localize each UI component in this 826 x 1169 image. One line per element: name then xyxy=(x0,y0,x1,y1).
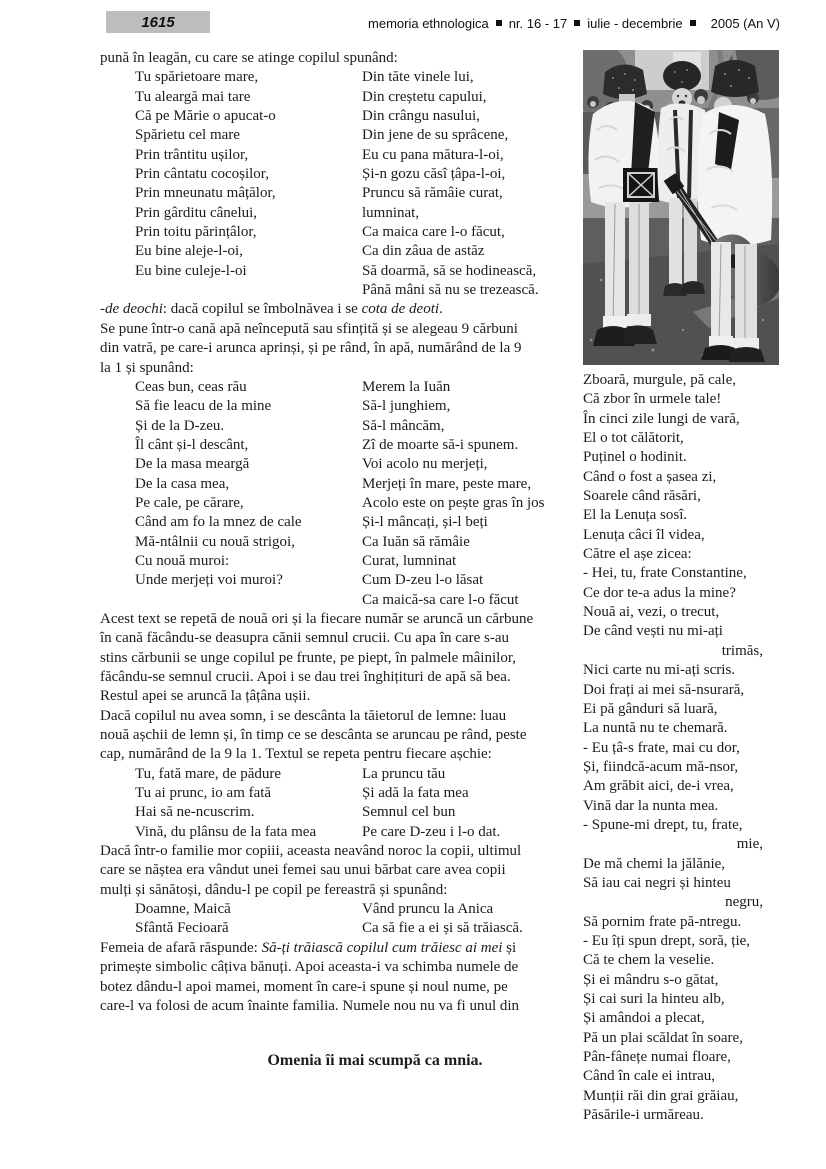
text-line: De la casa mea, xyxy=(135,475,230,492)
text-line: În cinci zile lungi de vară, xyxy=(583,410,740,427)
text-line: care-l va folosi de acum înainte familia. Numele nou nu va fi unul din xyxy=(100,997,520,1014)
text-line: Prin gârditu cânelui, xyxy=(135,204,258,221)
text-line: mulți și sănătoși, dându-l pe copil pe fereastră și spunând: xyxy=(100,881,448,898)
text-line: cap, numărând de la 9 la 1. Textul se repeta pentru fiecare așchie: xyxy=(100,746,492,763)
text-line: Să pornim frate pă-ntregu. xyxy=(583,913,742,930)
text-line: în cană făcându-se deasupra cănii semnul crucii. Cu apa în care s-au xyxy=(100,630,509,647)
verse-block-1 xyxy=(100,68,580,300)
text-line: lumninat, xyxy=(362,204,420,221)
verse-block-3 xyxy=(100,765,580,842)
paragraph-intro xyxy=(100,49,580,68)
sidebar-poem xyxy=(583,371,763,1125)
text-line: Dacă copilul nu avea somn, i se descânta la tăietorul de lemne: luau xyxy=(100,707,507,724)
text-line: -de deochi: dacă copilul se îmbolnăvea i se cota de deoti. xyxy=(100,301,443,318)
text-line: Zboară, murgule, pă cale, xyxy=(583,372,736,388)
journal-period: iulie - decembrie xyxy=(587,15,683,31)
text-line: Sfântă Fecioară xyxy=(135,920,229,937)
text-line: stins cărbunii se unge copilul pe frunte, pe piept, în palmele mâinilor, xyxy=(100,649,516,666)
text-line: din vatră, pe care-i arunca aprinși, și pe rând, în apă, numărând de la 9 xyxy=(100,340,522,357)
journal-header xyxy=(368,15,780,31)
verse3-left-column xyxy=(135,765,362,842)
text-line: Pă un plai scăldat în soare, xyxy=(583,1029,743,1046)
text-line: Și, fiindcă-acum mă-nsor, xyxy=(583,758,739,775)
text-line: El la Lenuța sosî. xyxy=(583,507,688,524)
text-line: Până mâni să nu se trezească. xyxy=(362,282,539,299)
verse1-right-column xyxy=(362,68,580,300)
text-line: Când am fo la mnez de cale xyxy=(135,514,302,531)
text-line: Hai să ne-ncuscrim. xyxy=(135,804,255,821)
text-line: Semnul cel bun xyxy=(362,804,456,821)
text-line: Ca Iuăn să rămâie xyxy=(362,533,470,550)
text-line: Să iau cai negri și hinteu xyxy=(583,874,731,891)
text-line: Eu bine culeje-l-oi xyxy=(135,262,247,279)
text-line: Acest text se repetă de nouă ori și la fiecare număr se aruncă un cărbune xyxy=(100,610,534,627)
page-motto: Omenia îi mai scumpă ca mnia. xyxy=(267,1052,483,1069)
text-line: Vând pruncu la Anica xyxy=(362,901,494,918)
text-line: Nici carte nu mi-ați scris. xyxy=(583,662,736,679)
text-line: Pe cale, pe cărare, xyxy=(135,494,244,511)
verse1-left-column xyxy=(135,68,362,281)
text-line: Pe care D-zeu i l-o dat. xyxy=(362,823,501,840)
text-line: care se năștea era vândut unei femei sau unui bărbat care avea copii xyxy=(100,862,506,879)
text-line: Ce dor te-a adus la mine? xyxy=(583,584,736,601)
text-line: De la masa meargă xyxy=(135,456,250,473)
text-line: Și cai suri la hinteu alb, xyxy=(583,991,725,1007)
text-line: Prin mneunatu mâțălor, xyxy=(135,185,276,202)
paragraph-repeta xyxy=(100,610,580,707)
text-line: nouă așchii de lemn și, în timp ce se descânta se aruncau pe rând, peste xyxy=(100,727,527,744)
text-line: Restul apei se aruncă la țâțâna ușii. xyxy=(100,688,311,705)
journal-title: memoria ethnologica xyxy=(368,15,489,31)
text-line: mie, xyxy=(736,836,763,853)
text-line: Când în cale ei intrau, xyxy=(583,1068,716,1085)
verse2-right-column xyxy=(362,378,580,610)
text-line: - Hei, tu, frate Constantine, xyxy=(583,565,747,582)
text-line: Puținel o hodinit. xyxy=(583,449,687,466)
text-line: Cu nouă muroi: xyxy=(135,552,230,569)
paragraph-cana xyxy=(100,320,580,378)
text-line: - Spune-mi drept, tu, frate, xyxy=(583,816,743,833)
page-number: 1615 xyxy=(141,13,175,31)
verse2-left-column xyxy=(135,378,362,591)
text-line: Să-l mâncăm, xyxy=(362,417,445,434)
text-line: Prin cântatu cocoșilor, xyxy=(135,166,269,183)
text-line: Tu spărietoare mare, xyxy=(135,69,259,86)
text-line: De când vești nu mi-ați xyxy=(583,623,723,640)
text-line: Când o fost a șasea zi, xyxy=(583,468,717,485)
verse3-right-column xyxy=(362,765,580,842)
text-line: Și-n gozu căsî țâpa-l-oi, xyxy=(362,166,506,183)
text-line: Soarele când răsări, xyxy=(583,488,701,505)
text-line: Merem la Iuăn xyxy=(362,378,451,395)
text-line: Păsările-i urmăreau. xyxy=(583,1107,704,1124)
text-line: Femeia de afară răspunde: Să-ți trăiască copilul cum trăiesc ai mei și xyxy=(100,939,517,956)
text-line: Prin toitu părințâlor, xyxy=(135,224,257,241)
text-line: botez dându-l apoi mamei, moment în care-i spune și noul nume, pe xyxy=(100,978,508,995)
text-line: Acolo este on pește gras în jos xyxy=(362,494,545,511)
text-line: făcându-se semnul crucii. Apoi i se dau trei înghițituri de apă să bea. xyxy=(100,669,511,685)
text-line: La pruncu tău xyxy=(362,765,446,782)
text-line: Din crângu nasului, xyxy=(362,108,480,125)
text-line: Să fie leacu de la mine xyxy=(135,398,272,415)
text-line: Ceas bun, ceas rău xyxy=(135,378,247,395)
text-line: La nuntă nu te chemară. xyxy=(583,720,728,737)
text-line: Curat, lumninat xyxy=(362,552,457,569)
text-line: Eu cu pana mătura-l-oi, xyxy=(362,146,504,163)
verse-block-4 xyxy=(100,900,580,939)
main-text-column xyxy=(100,49,580,1016)
text-line: Vină, du plânsu de la fata mea xyxy=(135,823,317,840)
text-line: Zî de moarte să-i spunem. xyxy=(362,436,519,453)
text-line: Tu aleargă mai tare xyxy=(135,88,251,105)
text-line: Că te chem la veselie. xyxy=(583,952,715,969)
text-line: Voi acolo nu merjeți, xyxy=(362,456,488,473)
text-line: Am grăbit aici, de-i vrea, xyxy=(583,778,734,795)
text-line: Ei pă gânduri să luară, xyxy=(583,700,718,717)
text-line: Că pe Mărie o apucat-o xyxy=(135,108,276,125)
page-number-badge xyxy=(106,11,210,33)
text-line: De mă chemi la jălănie, xyxy=(583,855,726,872)
text-line: Ca maică-sa care l-o făcut xyxy=(362,591,519,608)
text-line: Merjeți în mare, peste mare, xyxy=(362,475,532,492)
text-line: Prin trântitu ușilor, xyxy=(135,146,249,163)
text-line: Pruncu să rămâie curat, xyxy=(362,185,503,202)
journal-year: 2005 (An V) xyxy=(710,15,780,31)
text-line: Că zbor în urmele tale! xyxy=(583,391,722,408)
paragraph-familie xyxy=(100,842,580,900)
text-line: trimăs, xyxy=(721,642,763,659)
text-line: Și ei mândru s-o gătat, xyxy=(583,971,719,988)
text-line: - Eu îți spun drept, soră, ție, xyxy=(583,932,751,949)
text-line: Tu, fată mare, de pădure xyxy=(135,765,282,782)
text-line: Munții răi din grai grăiau, xyxy=(583,1087,739,1104)
text-line: Ca maica care l-o făcut, xyxy=(362,224,505,241)
text-line: Și-l mâncați, și-l beți xyxy=(362,514,488,531)
text-line: Spărietu cel mare xyxy=(135,127,240,144)
text-line: - Eu țâ-s frate, mai cu dor, xyxy=(583,739,740,756)
text-line: Doamne, Maică xyxy=(135,901,231,918)
folk-musicians-photo xyxy=(583,50,779,365)
text-line: Unde merjeți voi muroi? xyxy=(135,572,283,589)
text-line: la 1 și spunând: xyxy=(100,359,194,376)
text-line: pună în leagăn, cu care se atinge copilul spunând: xyxy=(100,50,398,66)
verse4-right-column xyxy=(362,900,580,939)
square-bullet-icon xyxy=(496,20,502,26)
square-bullet-icon xyxy=(690,20,696,26)
text-line: Dacă într-o familie mor copiii, aceasta neavând noroc la copii, ultimul xyxy=(100,843,522,860)
text-line: Din jene de su sprâcene, xyxy=(362,127,509,144)
text-line: Nouă ai, vezi, o trecut, xyxy=(583,604,720,621)
text-line: Din tăte vinele lui, xyxy=(362,69,474,86)
text-line: Și amândoi a plecat, xyxy=(583,1010,705,1027)
text-line: negru, xyxy=(725,894,763,911)
text-line: Ca să fie a ei și să trăiască. xyxy=(362,920,523,937)
text-line: Cum D-zeu l-o lăsat xyxy=(362,572,484,589)
text-line: Să doarmă, să se hodinească, xyxy=(362,262,537,279)
text-line: Îl cânt și-l descânt, xyxy=(135,436,249,453)
text-line: Doi frați ai mei să-nsurară, xyxy=(583,681,745,698)
text-line: Ca din zâua de astăz xyxy=(362,243,485,260)
text-line: Vină dar la nunta mea. xyxy=(583,797,719,814)
text-line: Tu ai prunc, io am fată xyxy=(135,785,272,802)
text-line: Se pune într-o cană apă neîncepută sau sfințită și se alegeau 9 cărbuni xyxy=(100,320,518,337)
text-line: Lenuța câci îl videa, xyxy=(583,526,705,543)
text-line: Către el așe zicea: xyxy=(583,546,692,563)
text-line: Să-l junghiem, xyxy=(362,398,451,415)
paragraph-femeia xyxy=(100,939,580,1016)
text-line: El o tot călătorit, xyxy=(583,430,684,447)
square-bullet-icon xyxy=(574,20,580,26)
text-line: Mă-ntâlnii cu nouă strigoi, xyxy=(135,533,295,550)
verse-block-2 xyxy=(100,378,580,610)
paragraph-somn xyxy=(100,707,580,765)
text-line: Și de la D-zeu. xyxy=(135,417,225,434)
text-line: Pân-fânețe numai floare, xyxy=(583,1049,731,1066)
text-line: Eu bine aleje-l-oi, xyxy=(135,243,243,260)
verse4-left-column xyxy=(135,900,362,939)
text-line: Și adă la fata mea xyxy=(362,785,469,802)
folk-musicians-photo-drawing xyxy=(583,50,779,365)
paragraph-deochi xyxy=(100,300,580,319)
text-line: Din creștetu capului, xyxy=(362,88,487,105)
journal-issue: nr. 16 - 17 xyxy=(508,15,568,31)
text-line: primește simbolic câțiva bănuți. Apoi aceasta-i va schimba numele de xyxy=(100,959,519,976)
